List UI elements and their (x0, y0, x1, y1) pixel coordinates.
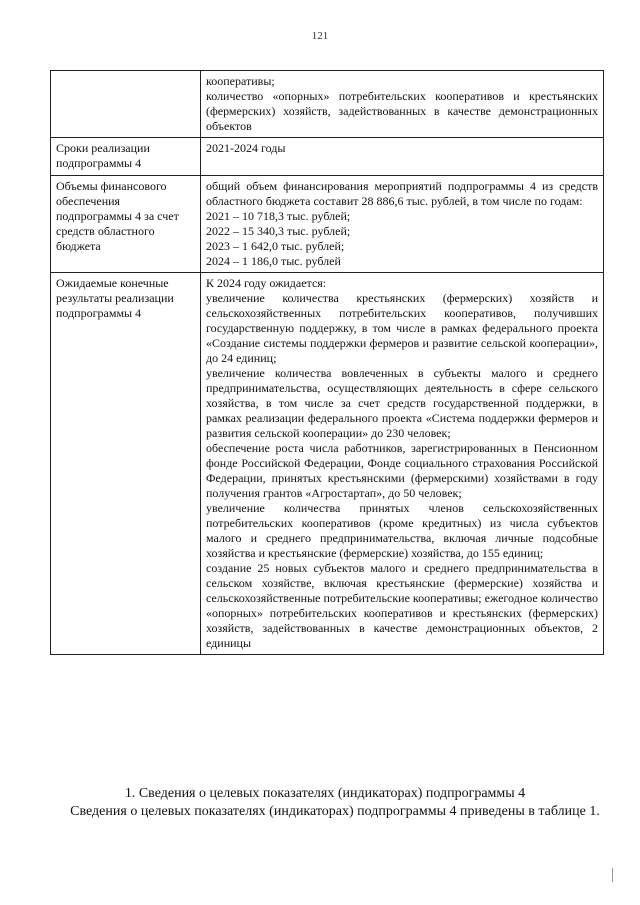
row-label: Объемы финансового обеспечения подпрограммы 4 за счет средств областного бюджета (51, 176, 201, 273)
content-line: увеличение количества принятых членов сельскохозяйственных потребительских кооперативов (кроме кредитных) из числа субъектов малого и среднего предпринимательства, включая личные подсобные хозяйства и крестьянские (фермерские) хозяйства, до 155 единиц; (206, 501, 598, 560)
row-content (201, 138, 604, 176)
content-line: увеличение количества вовлеченных в субъекты малого и среднего предпринимательства, осуществляющих деятельность в сфере сельского хозяйства, в том числе за счет средств государственной поддержки, в рамках реализации федерального проекта «Система поддержки фермеров и развития сельской кооперации» до 230 человек; (206, 366, 598, 440)
scan-mark (612, 868, 613, 882)
content-line: 2021 – 10 718,3 тыс. рублей; (206, 209, 351, 223)
content-line: общий объем финансирования мероприятий подпрограммы 4 из средств областного бюджета составит 28 886,6 тыс. рублей, в том числе по годам: (206, 179, 598, 208)
content-line: 2024 – 1 186,0 тыс. рублей (206, 254, 341, 268)
content-line: К 2024 году ожидается: (206, 276, 327, 290)
table-row (51, 273, 604, 655)
section-text: Сведения о целевых показателях (индикаторах) подпрограммы 4 приведены в таблице 1. (70, 804, 600, 819)
content-line: кооперативы; (206, 74, 275, 88)
content-line: 2022 – 15 340,3 тыс. рублей; (206, 224, 351, 238)
table-row (51, 176, 604, 273)
content-line: обеспечение роста числа работников, зарегистрированных в Пенсионном фонде Российской Федерации, Фонде социального страхования Российской Федерации, принятых крестьянскими (фермерскими) хозяйствами в году получения грантов «Агростартап», до 50 человек; (206, 441, 598, 500)
content-line: увеличение количества крестьянских (фермерских) хозяйств и сельскохозяйственных потребительских кооперативов, получивших государственную поддержку, в том числе в рамках федерального проекта «Создание системы поддержки фермеров и развитие сельской кооперации», до 24 единиц; (206, 291, 598, 365)
content-line: количество «опорных» потребительских кооперативов и крестьянских (фермерских) хозяйств, задействованных в качестве демонстрационных объектов (206, 89, 598, 133)
section-heading: 1. Сведения о целевых показателях (индикаторах) подпрограммы 4 (124, 786, 526, 801)
table-row (51, 138, 604, 176)
content-line: 2023 – 1 642,0 тыс. рублей; (206, 239, 345, 253)
content-line: 2021-2024 годы (206, 141, 286, 155)
row-label: Ожидаемые конечные результаты реализации подпрограммы 4 (51, 273, 201, 655)
row-content (201, 273, 604, 655)
row-content (201, 176, 604, 273)
row-label (51, 71, 201, 138)
row-content (201, 71, 604, 138)
row-label: Сроки реализации подпрограммы 4 (51, 138, 201, 176)
page-number: 121 (311, 30, 329, 42)
subprogram-passport-table (50, 70, 604, 655)
table-row (51, 71, 604, 138)
content-line: создание 25 новых субъектов малого и среднего предпринимательства в сельском хозяйстве, включая крестьянские (фермерские) хозяйства и сельскохозяйственные потребительские кооперативы; ежегодное количество «опорных» потребительских кооперативов и крестьянских (фермерских) хозяйств, задействованных в качестве демонстрационных объектов, 2 единицы (206, 561, 598, 650)
